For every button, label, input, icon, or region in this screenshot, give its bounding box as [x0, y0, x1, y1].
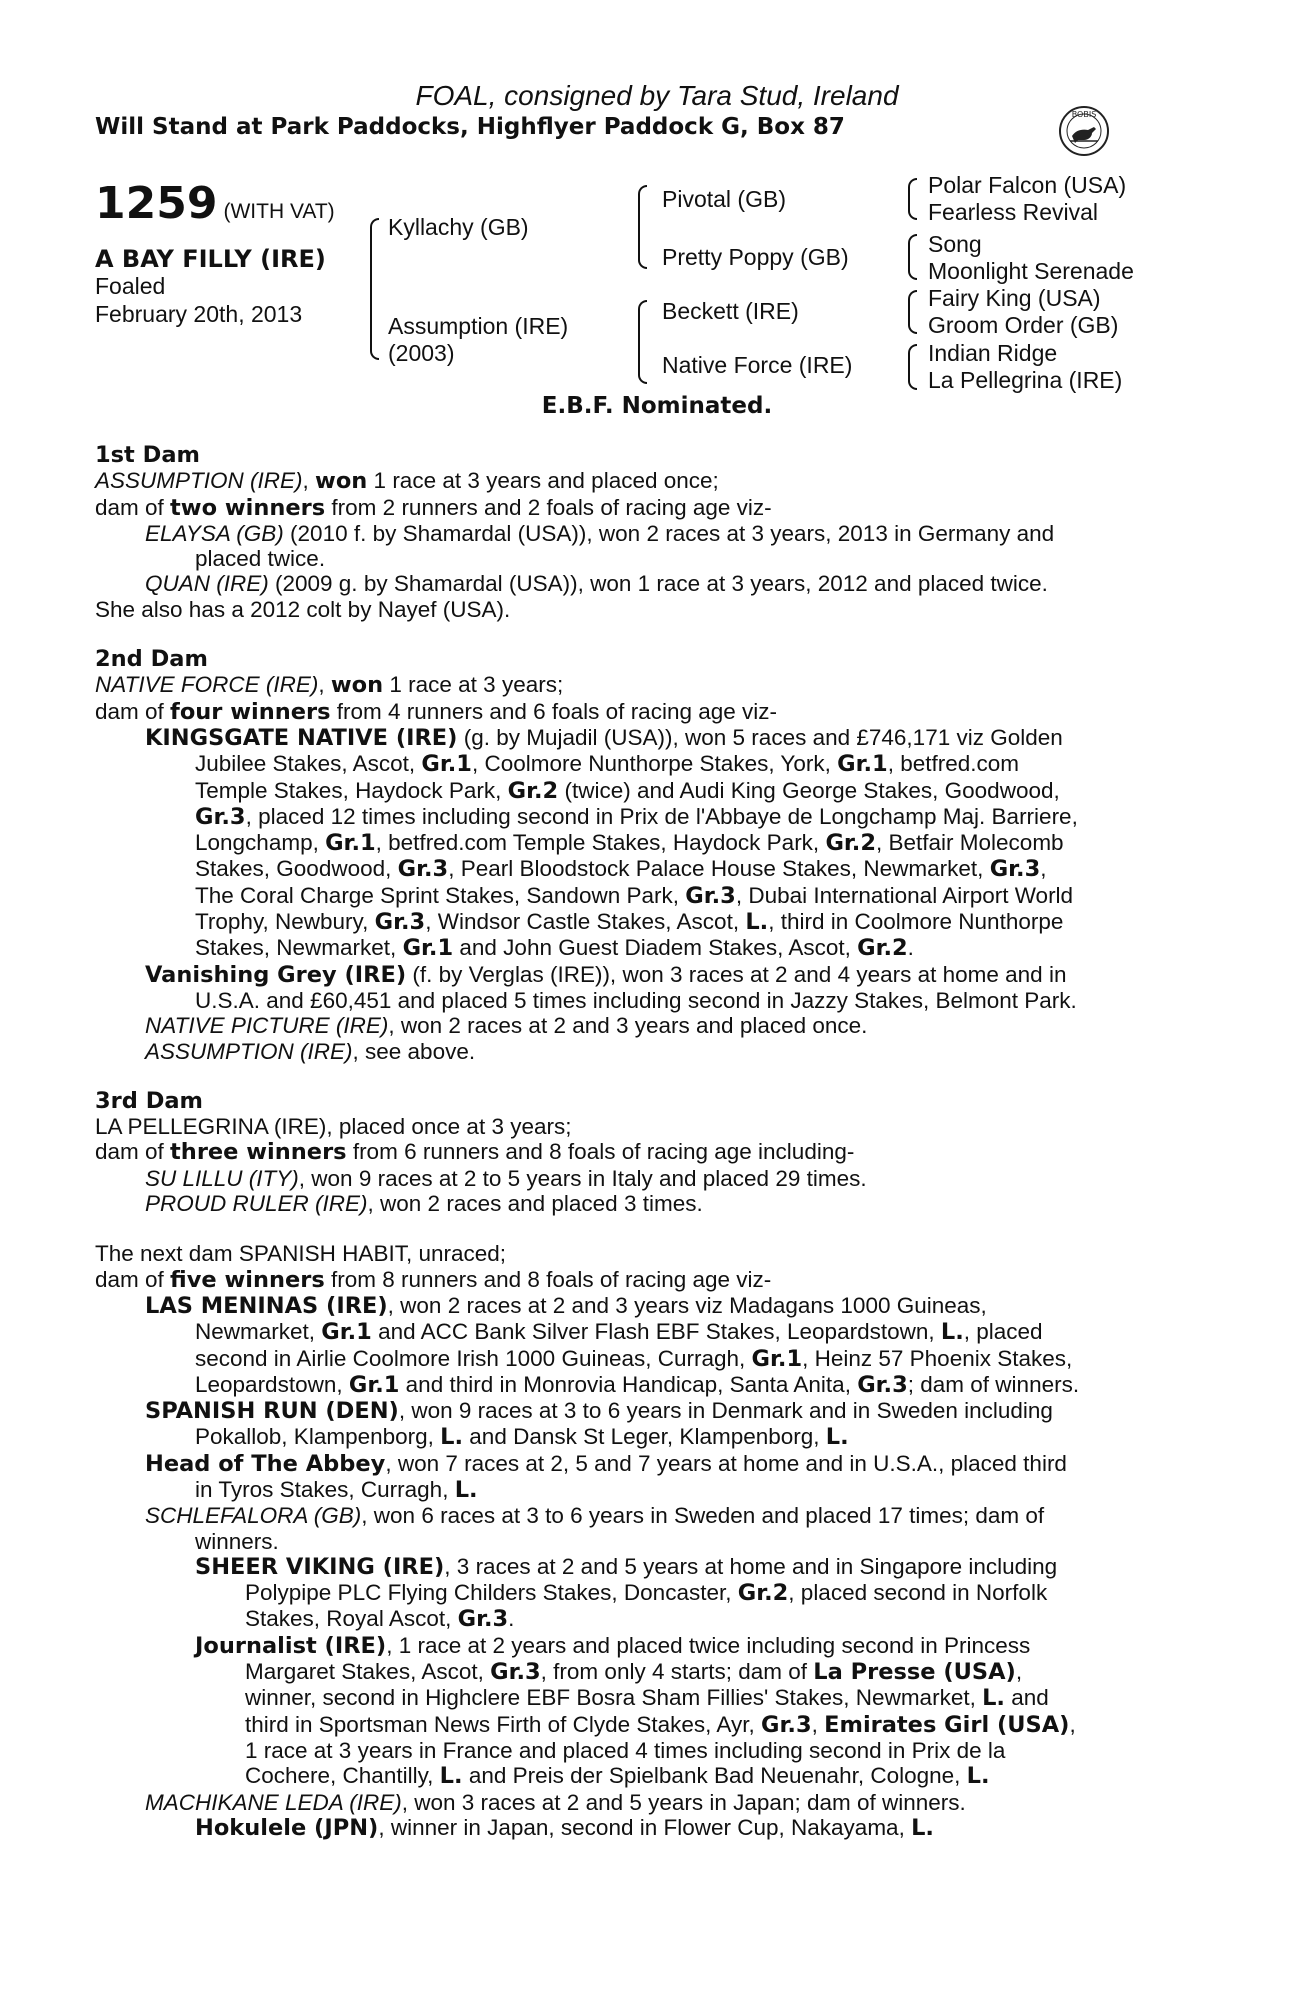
horse-name: A BAY FILLY (IRE) [95, 245, 326, 273]
lot-number [95, 178, 335, 229]
list-item: SHEER VIKING (IRE), 3 races at 2 and 5 years at home and in Singapore including [195, 1553, 1058, 1580]
family-notes: 1st Dam ASSUMPTION (IRE), won 1 race at 3 years and placed once; dam of two winners from 2 runners and 2 foals of racing age viz- ELAYSA (GB) (2010 f. by Shamardal (USA)), won 2 races at 3 years, 2013 in Germany and placed twice. QUAN (IRE) (2009 g. by Shamardal (USA)), won 1 race at 3 years, 2012 and placed twice. She also has a 2012 colt by Nayef (USA). 2nd Dam NATIVE FORCE (IRE), won 1 race at 3 years; dam of four winners from 4 runners and 6 foals of racing age viz- KINGSGATE NATIVE (IRE) (g. by Mujadil (USA)), won 5 races and £746,171 viz Golden Jubilee Stakes, Ascot, Gr.1, Coolmore Nunthorpe Stakes, York, Gr.1, betfred.com Temple Stakes, Haydock Park, Gr.2 (twice) and Audi King George Stakes, Goodwood, Gr.3, placed 12 times including second in Prix de l'Abbaye de Longchamp Maj. Barriere, Longchamp, Gr.1, betfred.com Temple Stakes, Haydock Park, Gr.2, Betfair Molecomb Stakes, Goodwood, Gr.3, Pearl Bloodstock Palace House Stakes, Newmarket, Gr.3, The Coral Charge Sprint Stakes, Sandown Park, Gr.3, Dubai International Airport World Trophy, Newbury, Gr.3, Windsor Castle Stakes, Ascot, L., third in Coolmore Nunthorpe Stakes, Newmarket, Gr.1 and John Guest Diadem Stakes, Ascot, Gr.2. Vanishing Grey (IRE) (f. by Verglas (IRE)), won 3 races at 2 and 4 years at home and in U.S.A. and £60,451 and placed 5 times including second in Jazzy Stakes, Belmont Park. NATIVE PICTURE (IRE), won 2 races at 2 and 3 years and placed once. ASSUMPTION (IRE), see above. 3rd Dam LA PELLEGRINA (IRE), placed once at 3 years; dam of three winners from 6 runners and 8 foals of racing age including- SU LILLU (ITY), won 9 races at 2 to 5 years in Italy and placed 29 times. PROUD RULER (IRE), won 2 races and placed 3 times. The next dam SPANISH HABIT, unraced; dam of five winners from 8 runners and 8 foals of racing age viz- LAS MENINAS (IRE), won 2 races at 2 and 3 years viz Madagans 1000 Guineas, Newmarket, Gr.1 and ACC Bank Silver Flash EBF Stakes, Leopardstown, L., placed second in Airlie Coolmore Irish 1000 Guineas, Curragh, Gr.1, Heinz 57 Phoenix Stakes, Leopardstown, Gr.1 and third in Monrovia Handicap, Santa Anita, Gr.3; dam of winners. SPANISH RUN (DEN), won 9 races at 3 to 6 years in Denmark and in Sweden including Pokallob, Klampenborg, L. and Dansk St Leger, Klampenborg, L. Head of The Abbey, won 7 races at 2, 5 and 7 years at home and in U.S.A., placed third in Tyros Stakes, Curragh, L. SCHLEFALORA (GB), won 6 races at 3 to 6 years in Sweden and placed 17 times; dam of winners. SHEER VIKING (IRE), 3 races at 2 and 5 years at home and in Singapore including Polypipe PLC Flying Childers Stakes, Doncaster, Gr.2, placed second in Norfolk Stakes, Royal Ascot, Gr.3. Journalist (IRE), 1 race at 2 years and placed twice including second in Princess Margaret Stakes, Ascot, Gr.3, from only 4 starts; dam of La Presse (USA), winner, second in Highclere EBF Bosra Sham Fillies' Stakes, Newmarket, L. and third in Sportsman News Firth of Clyde Stakes, Ayr, Gr.3, Emirates Girl (USA), 1 race at 3 years in France and placed 4 times including second in Prix de la Cochere, Chantilly, L. and Preis der Spielbank Bad Neuenahr, Cologne, L. MACHIKANE LEDA (IRE), won 3 races at 2 and 5 years in Japan; dam of winners. Hokulele (JPN), winner in Japan, second in Flower Cup, Nakayama, L. [95, 443, 1205, 1841]
list-item: Vanishing Grey (IRE) (f. by Verglas (IRE)), won 3 races at 2 and 4 years at home and in [145, 961, 1067, 988]
list-item: SPANISH RUN (DEN), won 9 races at 3 to 6 years in Denmark and in Sweden including [145, 1398, 1053, 1425]
ebf-nominated: E.B.F. Nominated. [541, 393, 773, 419]
lot-number-value: 1259 [95, 178, 218, 229]
pedigree-dds: Indian Ridge [928, 340, 1058, 366]
second-dam-record: NATIVE FORCE (IRE), won 1 race at 3 years; [95, 672, 564, 699]
pedigree-ssd: Fearless Revival [928, 199, 1098, 225]
list-item: Head of The Abbey, won 7 races at 2, 5 and 7 years at home and in U.S.A., placed third [145, 1450, 1067, 1477]
list-item: KINGSGATE NATIVE (IRE) (g. by Mujadil (USA)), won 5 races and £746,171 viz Golden [145, 724, 1063, 751]
first-dam-heading: 1st Dam [95, 442, 200, 468]
stand-location: Will Stand at Park Paddocks, Highflyer Paddock G, Box 87 [95, 114, 845, 140]
list-item: Journalist (IRE), 1 race at 2 years and placed twice including second in Princess [195, 1632, 1031, 1659]
list-item: SU LILLU (ITY), won 9 races at 2 to 5 years in Italy and placed 29 times. [145, 1165, 867, 1191]
list-item: ASSUMPTION (IRE), see above. [145, 1038, 476, 1064]
list-item: Hokulele (JPN), winner in Japan, second in Flower Cup, Nakayama, L. [195, 1814, 934, 1841]
pedigree-sds: Song [928, 231, 982, 257]
pedigree-brace-sd [908, 234, 917, 280]
bobis-logo-text: BOBIS [1071, 110, 1097, 119]
second-dam-produce: dam of four winners from 4 runners and 6 foals of racing age viz- [95, 698, 778, 725]
pedigree-brace-dd [908, 344, 917, 390]
pedigree-ddd: La Pellegrina (IRE) [928, 367, 1123, 393]
next-dam-produce: dam of five winners from 8 runners and 8 foals of racing age viz- [95, 1266, 772, 1293]
pedigree-sss: Polar Falcon (USA) [928, 172, 1127, 198]
pedigree-sire-dam: Pretty Poppy (GB) [662, 244, 849, 270]
pedigree-brace-sire [638, 185, 647, 269]
list-item: SCHLEFALORA (GB), won 6 races at 3 to 6 years in Sweden and placed 17 times; dam of [145, 1503, 1045, 1529]
lot-vat: (WITH VAT) [223, 200, 335, 223]
pedigree-sdd: Moonlight Serenade [928, 258, 1134, 284]
second-dam-heading: 2nd Dam [95, 646, 208, 673]
consignment-line: FOAL, consigned by Tara Stud, Ireland [415, 80, 899, 111]
list-item: ELAYSA (GB) (2010 f. by Shamardal (USA)), won 2 races at 3 years, 2013 in Germany and [145, 520, 1055, 546]
first-dam-also: She also has a 2012 colt by Nayef (USA). [95, 596, 511, 622]
pedigree-brace-ds [908, 290, 917, 334]
pedigree-brace-main [370, 218, 379, 360]
pedigree-dam-dam: Native Force (IRE) [662, 352, 853, 378]
third-dam-heading: 3rd Dam [95, 1087, 203, 1114]
list-item: LAS MENINAS (IRE), won 2 races at 2 and 3 years viz Madagans 1000 Guineas, [145, 1292, 987, 1319]
third-dam-record: LA PELLEGRINA (IRE), placed once at 3 years; [95, 1114, 572, 1140]
third-dam-produce: dam of three winners from 6 runners and 8 foals of racing age including- [95, 1139, 855, 1166]
pedigree-dsd: Groom Order (GB) [928, 312, 1119, 338]
pedigree-dam: Assumption (IRE) [388, 313, 569, 339]
pedigree-brace-ss [908, 178, 917, 220]
pedigree-sire: Kyllachy (GB) [388, 214, 529, 240]
pedigree-dam-year: (2003) [388, 340, 455, 366]
next-dam-record: The next dam SPANISH HABIT, unraced; [95, 1241, 507, 1267]
bobis-logo-icon [1058, 105, 1110, 157]
pedigree-dam-sire: Beckett (IRE) [662, 298, 799, 324]
first-dam-record: ASSUMPTION (IRE), won 1 race at 3 years and placed once; [95, 468, 719, 495]
first-dam-produce: dam of two winners from 2 runners and 2 foals of racing age viz- [95, 494, 772, 521]
pedigree-dss: Fairy King (USA) [928, 285, 1101, 311]
foaled-label: Foaled [95, 273, 166, 299]
pedigree-sire-sire: Pivotal (GB) [662, 186, 786, 212]
list-item: NATIVE PICTURE (IRE), won 2 races at 2 and 3 years and placed once. [145, 1013, 868, 1039]
list-item: QUAN (IRE) (2009 g. by Shamardal (USA)), won 1 race at 3 years, 2012 and placed twice. [145, 571, 1048, 597]
pedigree-brace-dam [638, 300, 647, 384]
list-item-cont: placed twice. [195, 546, 326, 572]
list-item: MACHIKANE LEDA (IRE), won 3 races at 2 and 5 years in Japan; dam of winners. [145, 1789, 966, 1815]
foaled-date: February 20th, 2013 [95, 301, 303, 327]
list-item: PROUD RULER (IRE), won 2 races and placed 3 times. [145, 1191, 703, 1217]
